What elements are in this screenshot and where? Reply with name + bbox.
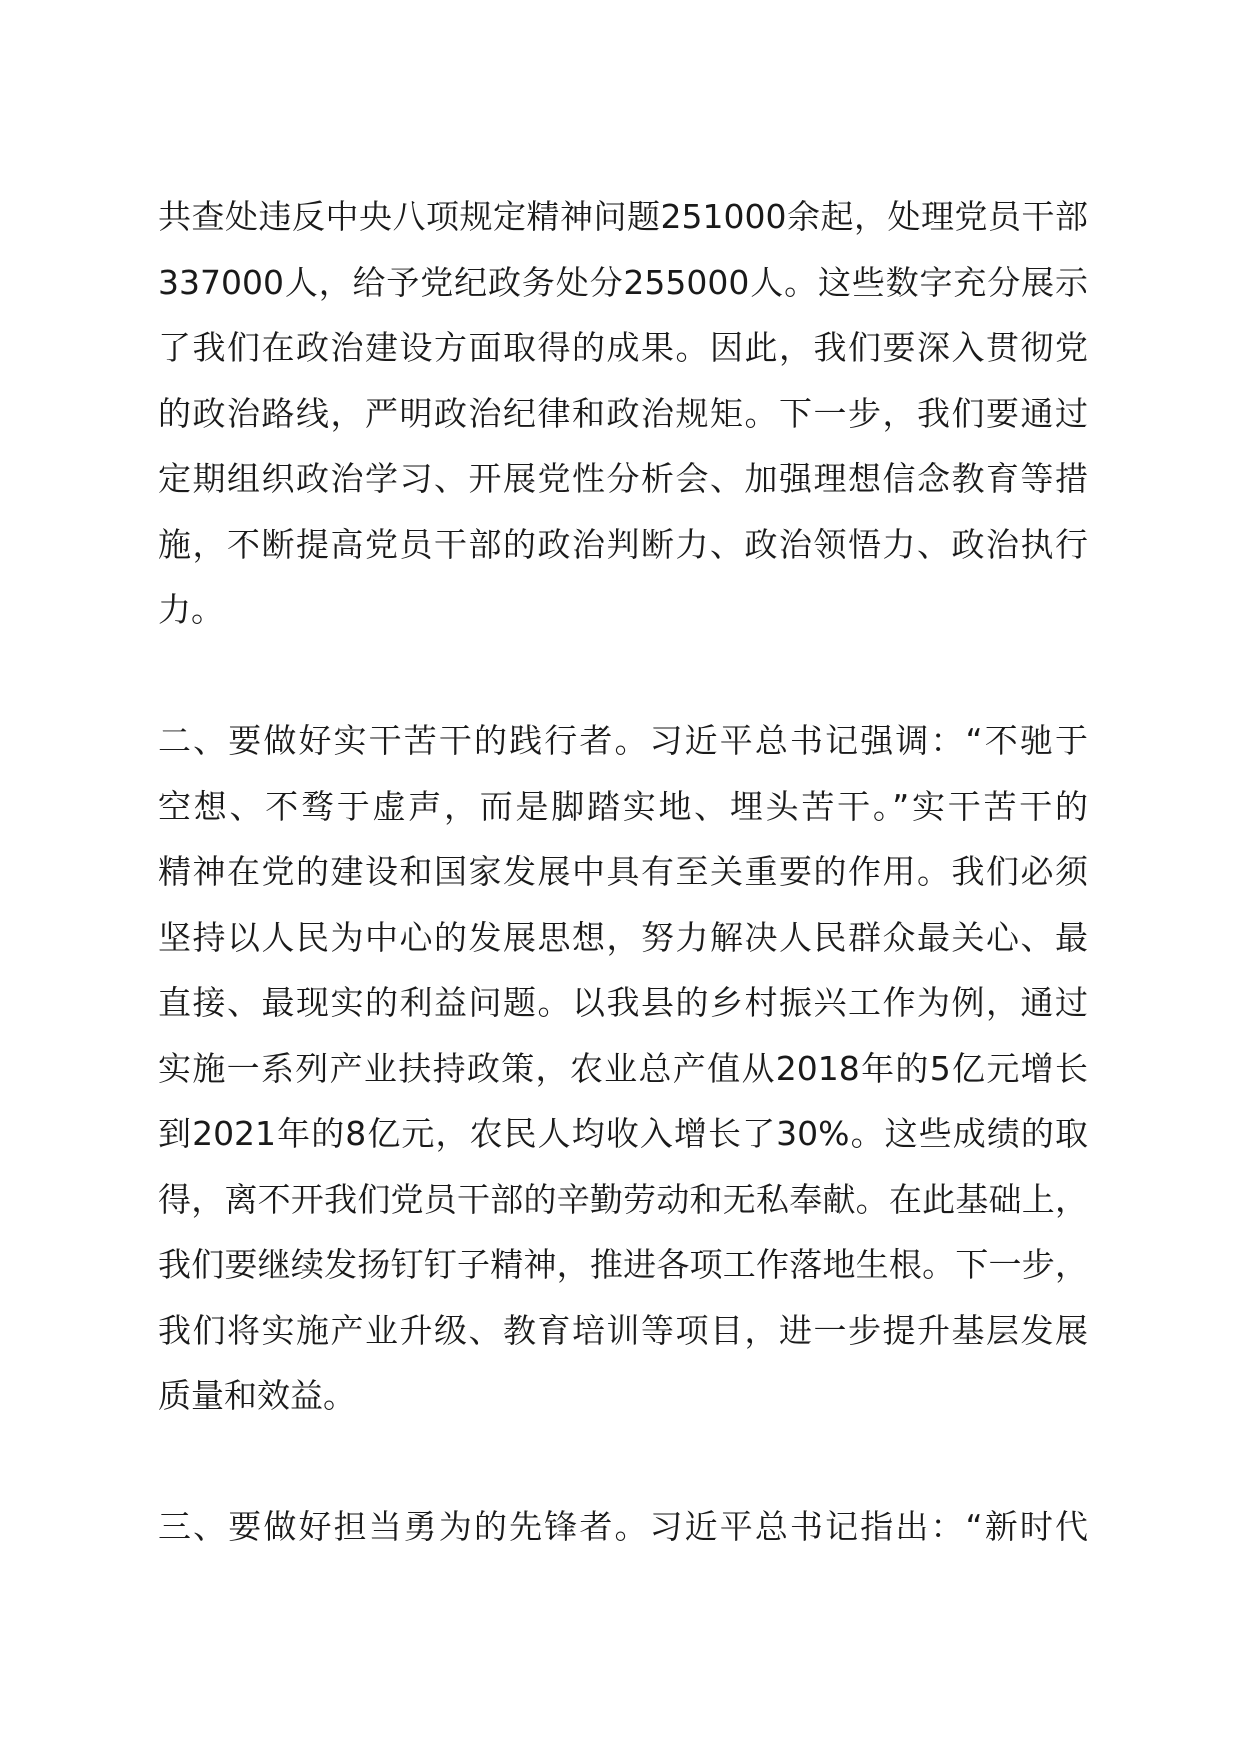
paragraph-line: 我们要继续发扬钉钉子精神，推进各项工作落地生根。下一步，	[158, 1245, 1088, 1284]
paragraph-line: 坚持以人民为中心的发展思想，努力解决人民群众最关心、最	[158, 917, 1088, 957]
paragraph-line: 空想、不骛于虚声，而是脚踏实地、埋头苦干。”实干苦干的	[158, 786, 1088, 826]
paragraph-line: 到2021年的8亿元，农民人均收入增长了30%。这些成绩的取	[158, 1114, 1088, 1153]
paragraph-line: 施，不断提高党员干部的政治判断力、政治领悟力、政治执行	[158, 524, 1088, 564]
paragraph-line: 直接、最现实的利益问题。以我县的乡村振兴工作为例，通过	[158, 983, 1088, 1022]
paragraph-line: 定期组织政治学习、开展党性分析会、加强理想信念教育等措	[158, 459, 1088, 498]
paragraph-line: 力。	[158, 590, 224, 629]
paragraph-line: 质量和效益。	[158, 1376, 356, 1415]
paragraph-line: 精神在党的建设和国家发展中具有至关重要的作用。我们必须	[158, 852, 1088, 891]
paragraph-line: 三、要做好担当勇为的先锋者。习近平总书记指出：“新时代	[158, 1507, 1088, 1546]
paragraph-line: 337000人，给予党纪政务处分255000人。这些数字充分展示	[158, 262, 1088, 302]
paragraph-line: 的政治路线，严明政治纪律和政治规矩。下一步，我们要通过	[158, 393, 1088, 433]
paragraph-2	[158, 708, 1088, 1429]
paragraph-line: 实施一系列产业扶持政策，农业总产值从2018年的5亿元增长	[158, 1048, 1088, 1088]
paragraph-1	[158, 184, 1088, 643]
paragraph-line: 共查处违反中央八项规定精神问题251000余起，处理党员干部	[158, 197, 1088, 236]
paragraph-line: 了我们在政治建设方面取得的成果。因此，我们要深入贯彻党	[158, 328, 1088, 367]
paragraph-line: 我们将实施产业升级、教育培训等项目，进一步提升基层发展	[158, 1310, 1088, 1350]
paragraph-3	[158, 1494, 1088, 1560]
paragraph-line: 二、要做好实干苦干的践行者。习近平总书记强调：“不驰于	[158, 721, 1088, 760]
paragraph-line: 得，离不开我们党员干部的辛勤劳动和无私奉献。在此基础上，	[158, 1179, 1088, 1219]
